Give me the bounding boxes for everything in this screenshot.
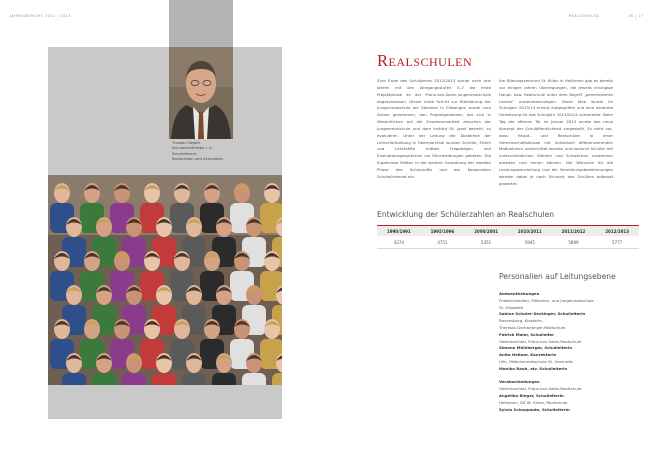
student-figure xyxy=(182,373,206,385)
student-figure xyxy=(242,373,266,385)
table-cell: 5945 xyxy=(508,236,552,249)
article-column-2: Am Bildungszentrum St. Kilian in Heilbronn gab es bereits vor einigen Jahren Überlegungen, die jeweils einzügige Haupt- bzw. Realschule unter dem Begriff „gemeinsames Lernen“ zusammenzulegen. Diese Idee wurde im Schuljahr 2013/14 erneut aufgegriffen und eine konkrete Umsetzung für das Schuljahr 2013/2014 vorbereitet. Beim Tag der offenen Tür im Januar 2013 wurde das neue Konzept der Schulöffentlichkeit vorgestellt. Es sieht vor, dass Haupt- und Realschüler in einer Gemeinschaftsklasse mit individuell differenzierenden Maßnahmen unterrichtet werden und dadurch Schüler mit unterschiedlichen Stärken und Schwächen zusammen arbeiten und lernen können. Die Wünsche für die Leistungsbeurteilung und die Versetzungsbestimmungen werden dabei je nach Schulart des Schülers adäquat gewertet. xyxy=(499,78,613,186)
personal-list xyxy=(499,291,639,413)
personal-line: Friedrichshafen, Mädchen- und Jungenrealschule xyxy=(499,297,594,303)
year-header: 2012/2013 xyxy=(595,226,639,237)
personal-line: Patrick Maier, Schulleiter xyxy=(499,331,555,337)
personal-line: Ravensburg, Klosterle, xyxy=(499,318,543,324)
running-head-right: REALSCHULEN xyxy=(569,14,599,18)
table-cell: 5777 xyxy=(595,236,639,249)
personal-line: Obermarchtal, Franz-von-Sales-Realschule xyxy=(499,386,582,392)
grey-header-tab xyxy=(169,0,233,50)
personal-line: Amtsenthebungen xyxy=(499,291,540,296)
enrollment-table xyxy=(377,225,639,249)
year-header: 1995/1996 xyxy=(421,226,465,237)
stats-heading: Entwicklung der Schülerzahlen an Realschulen xyxy=(377,210,555,219)
caption-line: Thomas Siegert xyxy=(172,141,201,145)
page-title: Realschulen xyxy=(377,51,473,70)
personal-line: Sabine Schuler-Seckinger, Schulleiterin xyxy=(499,311,586,317)
article-column-1: Zum Ende des Schuljahres 2012/2013 wurde nach drei Jahren mit den Jahrgangsstufen 5–7 die erste Projektphase an der Franz-von-Sales-Jungenrealschule abgeschlossen. Dieser erste Schritt zur Etablierung der Jungenrealschule am Standort in Ellwangen wurde zum Anlass genommen, den Projektgedanken, der sich in Wesentlichen auf die Zusammenarbeit zwischen der Jungenrealschule und dem Institut St. Josef bezieht, zu evaluieren. Unter der Leitung der Akademie der Lehrerfortbildung in Obermarchtal wurden Schüler, Eltern und Lehrkräfte mittels Fragebögen und Evaluationsgesprächen um Rückmeldungen gebeten. Die Ergebnisse fließen in die weitere Gestaltung der zweiten Phase des Schulprofils und der Kooperation Schule/Internat ein. xyxy=(377,78,491,179)
personal-line: Heilbronn, BZ St. Kilian, Realschule xyxy=(499,399,568,405)
table-cell: 4374 xyxy=(377,236,421,249)
personal-line: Monika Rauh, stv. Schulleiterin xyxy=(499,365,568,371)
caption-line: Schulamtsdirektor i. K. xyxy=(172,146,213,151)
personal-line: Angelika Rieger, Schulleiterin xyxy=(499,392,564,398)
portrait-photo xyxy=(169,47,233,139)
personal-heading: Personalien auf Leitungsebene xyxy=(499,272,616,281)
caption-line: Schulreferent xyxy=(172,151,197,156)
personal-line: Obermarchtal, Franz-von-Sales-Realschule xyxy=(499,338,582,344)
personal-line: Theresia-Gerhardinger-Realschule xyxy=(499,324,566,330)
portrait-caption xyxy=(172,141,232,163)
year-header: 2011/2012 xyxy=(552,226,596,237)
personal-line: Anita Heßner, Konrektorin xyxy=(499,352,557,358)
students-group-photo xyxy=(48,175,282,385)
page-numbers: 16 | 17 xyxy=(628,14,644,18)
running-head-left: JAHRESBERICHT 2012 / 2013 xyxy=(10,14,71,18)
table-header-row xyxy=(377,226,639,237)
personal-line: Simone Mühlberger, Schulleiterin xyxy=(499,345,573,351)
year-header: 2000/2001 xyxy=(464,226,508,237)
table-row xyxy=(377,236,639,249)
table-cell: 4751 xyxy=(421,236,465,249)
personal-line: Verabschiedungen xyxy=(499,379,540,385)
student-figure xyxy=(92,373,116,385)
personal-line: St. Elisabeth xyxy=(499,304,524,310)
table-cell: 5899 xyxy=(552,236,596,249)
student-figure xyxy=(62,373,86,385)
student-figure xyxy=(152,373,176,385)
personal-line: Sylvia Schoppautz, Schulleiterin xyxy=(499,406,570,412)
student-figure xyxy=(212,373,236,385)
caption-line: Realschulen und Gymnasien xyxy=(172,157,224,162)
student-figure xyxy=(122,373,146,385)
table-cell: 5351 xyxy=(464,236,508,249)
year-header: 1990/1991 xyxy=(377,226,421,237)
personal-line: Ulm, Mädchenrealschule St. Gertrudis xyxy=(499,358,573,364)
year-header: 2010/2011 xyxy=(508,226,552,237)
personal-spacer xyxy=(499,373,639,380)
